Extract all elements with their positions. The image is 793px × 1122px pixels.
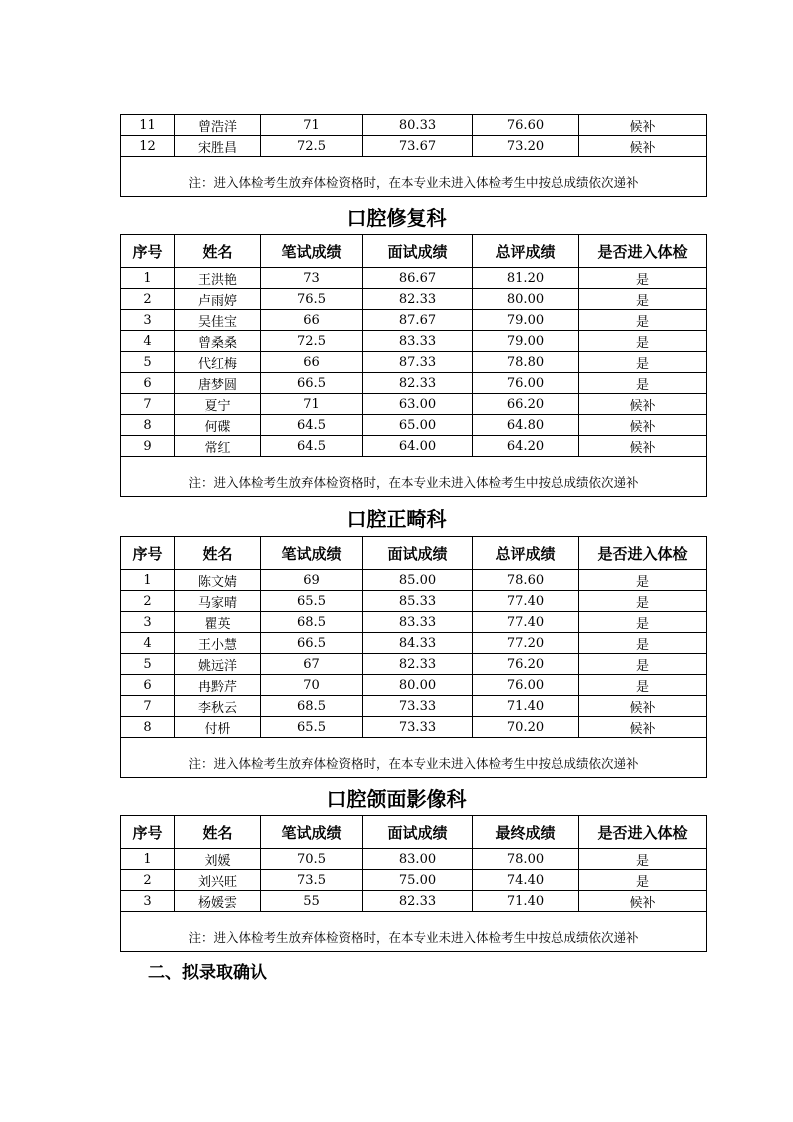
cell-total: 74.40	[473, 870, 579, 891]
cell-status: 是	[579, 870, 707, 891]
cell-interview: 82.33	[363, 891, 473, 912]
cell-total: 80.00	[473, 289, 579, 310]
cell-written: 70	[261, 675, 363, 696]
cell-written: 71	[261, 394, 363, 415]
cell-interview: 85.33	[363, 591, 473, 612]
table-body	[121, 570, 707, 738]
cell-name: 刘媛	[175, 849, 261, 870]
cell-status: 是	[579, 373, 707, 394]
header-status: 是否进入体检	[579, 537, 707, 570]
table-row	[121, 591, 707, 612]
header-index: 序号	[121, 235, 175, 268]
cell-index: 3	[121, 891, 175, 912]
cell-interview: 75.00	[363, 870, 473, 891]
table-note: 注：进入体检考生放弃体检资格时，在本专业未进入体检考生中按总成绩依次递补	[121, 157, 707, 197]
cell-status: 是	[579, 352, 707, 373]
score-table-orthodontics	[120, 536, 707, 778]
cell-total: 76.00	[473, 373, 579, 394]
cell-index: 6	[121, 675, 175, 696]
header-status: 是否进入体检	[579, 235, 707, 268]
cell-written: 64.5	[261, 415, 363, 436]
cell-index: 2	[121, 289, 175, 310]
cell-name: 瞿英	[175, 612, 261, 633]
cell-index: 8	[121, 717, 175, 738]
header-written: 笔试成绩	[261, 816, 363, 849]
cell-interview: 65.00	[363, 415, 473, 436]
cell-status: 是	[579, 268, 707, 289]
cell-name: 曾桑桑	[175, 331, 261, 352]
cell-written: 66.5	[261, 633, 363, 654]
cell-index: 6	[121, 373, 175, 394]
cell-name: 陈文婧	[175, 570, 261, 591]
header-status: 是否进入体检	[579, 816, 707, 849]
cell-written: 55	[261, 891, 363, 912]
table-row	[121, 352, 707, 373]
cell-index: 1	[121, 268, 175, 289]
cell-name: 李秋云	[175, 696, 261, 717]
table-row	[121, 394, 707, 415]
cell-index: 4	[121, 633, 175, 654]
table-row	[121, 331, 707, 352]
cell-interview: 82.33	[363, 289, 473, 310]
cell-index: 4	[121, 331, 175, 352]
cell-status: 是	[579, 675, 707, 696]
cell-written: 68.5	[261, 696, 363, 717]
cell-status: 候补	[579, 136, 707, 157]
cell-status: 候补	[579, 394, 707, 415]
cell-name: 夏宁	[175, 394, 261, 415]
header-interview: 面试成绩	[363, 816, 473, 849]
cell-total: 64.20	[473, 436, 579, 457]
note-row	[121, 738, 707, 778]
cell-name: 何碟	[175, 415, 261, 436]
cell-status: 是	[579, 612, 707, 633]
section-heading-admission-confirmation: 二、拟录取确认	[148, 963, 267, 983]
cell-interview: 85.00	[363, 570, 473, 591]
cell-index: 5	[121, 654, 175, 675]
table-note: 注：进入体检考生放弃体检资格时，在本专业未进入体检考生中按总成绩依次递补	[121, 457, 707, 497]
header-row	[121, 816, 707, 849]
cell-interview: 83.33	[363, 331, 473, 352]
header-name: 姓名	[175, 816, 261, 849]
table-row	[121, 696, 707, 717]
header-row	[121, 235, 707, 268]
cell-total: 78.00	[473, 849, 579, 870]
cell-interview: 83.00	[363, 849, 473, 870]
cell-written: 73	[261, 268, 363, 289]
table-row	[121, 570, 707, 591]
cell-written: 69	[261, 570, 363, 591]
cell-total: 71.40	[473, 696, 579, 717]
cell-index: 1	[121, 849, 175, 870]
header-index: 序号	[121, 537, 175, 570]
cell-status: 是	[579, 289, 707, 310]
cell-written: 66	[261, 310, 363, 331]
cell-interview: 86.67	[363, 268, 473, 289]
cell-status: 是	[579, 633, 707, 654]
cell-total: 73.20	[473, 136, 579, 157]
table-row	[121, 633, 707, 654]
cell-index: 9	[121, 436, 175, 457]
cell-written: 72.5	[261, 331, 363, 352]
cell-written: 66.5	[261, 373, 363, 394]
table-note: 注：进入体检考生放弃体检资格时，在本专业未进入体检考生中按总成绩依次递补	[121, 912, 707, 952]
table-row	[121, 373, 707, 394]
cell-interview: 82.33	[363, 654, 473, 675]
cell-index: 8	[121, 415, 175, 436]
cell-status: 候补	[579, 717, 707, 738]
cell-total: 79.00	[473, 331, 579, 352]
cell-interview: 73.33	[363, 696, 473, 717]
cell-name: 代红梅	[175, 352, 261, 373]
cell-status: 候补	[579, 696, 707, 717]
cell-written: 76.5	[261, 289, 363, 310]
cell-status: 候补	[579, 115, 707, 136]
cell-index: 12	[121, 136, 175, 157]
header-final: 最终成绩	[473, 816, 579, 849]
cell-total: 64.80	[473, 415, 579, 436]
cell-name: 唐梦圆	[175, 373, 261, 394]
table-body	[121, 849, 707, 912]
cell-interview: 63.00	[363, 394, 473, 415]
cell-name: 曾浩洋	[175, 115, 261, 136]
table-body	[121, 268, 707, 457]
cell-index: 2	[121, 591, 175, 612]
header-written: 笔试成绩	[261, 235, 363, 268]
cell-index: 7	[121, 394, 175, 415]
table-row	[121, 891, 707, 912]
cell-interview: 87.67	[363, 310, 473, 331]
header-row	[121, 537, 707, 570]
cell-total: 79.00	[473, 310, 579, 331]
cell-total: 76.00	[473, 675, 579, 696]
table-row	[121, 268, 707, 289]
table-row	[121, 675, 707, 696]
cell-total: 77.40	[473, 612, 579, 633]
header-name: 姓名	[175, 235, 261, 268]
cell-index: 3	[121, 310, 175, 331]
cell-status: 候补	[579, 436, 707, 457]
cell-total: 78.80	[473, 352, 579, 373]
table-row	[121, 136, 707, 157]
cell-total: 76.60	[473, 115, 579, 136]
cell-index: 3	[121, 612, 175, 633]
cell-written: 71	[261, 115, 363, 136]
cell-name: 宋胜昌	[175, 136, 261, 157]
cell-name: 冉黔芹	[175, 675, 261, 696]
cell-written: 67	[261, 654, 363, 675]
cell-written: 73.5	[261, 870, 363, 891]
note-row	[121, 912, 707, 952]
cell-interview: 82.33	[363, 373, 473, 394]
cell-status: 是	[579, 570, 707, 591]
cell-status: 候补	[579, 891, 707, 912]
header-written: 笔试成绩	[261, 537, 363, 570]
cell-name: 卢雨婷	[175, 289, 261, 310]
cell-total: 66.20	[473, 394, 579, 415]
cell-total: 76.20	[473, 654, 579, 675]
cell-written: 65.5	[261, 717, 363, 738]
cell-total: 77.40	[473, 591, 579, 612]
table-row	[121, 849, 707, 870]
note-row	[121, 157, 707, 197]
cell-status: 是	[579, 849, 707, 870]
cell-name: 马家晴	[175, 591, 261, 612]
header-total: 总评成绩	[473, 537, 579, 570]
table-row	[121, 115, 707, 136]
cell-interview: 87.33	[363, 352, 473, 373]
header-index: 序号	[121, 816, 175, 849]
section-title: 口腔颌面影像科	[326, 787, 467, 811]
cell-name: 王小慧	[175, 633, 261, 654]
cell-written: 68.5	[261, 612, 363, 633]
cell-name: 常红	[175, 436, 261, 457]
cell-total: 77.20	[473, 633, 579, 654]
table-row	[121, 436, 707, 457]
cell-interview: 73.33	[363, 717, 473, 738]
continuation-table	[120, 114, 707, 197]
cell-interview: 73.67	[363, 136, 473, 157]
score-table-imaging	[120, 815, 707, 952]
cell-name: 杨媛雲	[175, 891, 261, 912]
cell-interview: 80.00	[363, 675, 473, 696]
cell-written: 66	[261, 352, 363, 373]
cell-index: 7	[121, 696, 175, 717]
cell-total: 70.20	[473, 717, 579, 738]
cell-total: 78.60	[473, 570, 579, 591]
cell-status: 候补	[579, 415, 707, 436]
cell-written: 64.5	[261, 436, 363, 457]
score-table-prosthodontics	[120, 234, 707, 497]
cell-index: 1	[121, 570, 175, 591]
cell-name: 吴佳宝	[175, 310, 261, 331]
table-row	[121, 415, 707, 436]
cell-status: 是	[579, 331, 707, 352]
header-interview: 面试成绩	[363, 235, 473, 268]
header-name: 姓名	[175, 537, 261, 570]
cell-written: 65.5	[261, 591, 363, 612]
cell-name: 姚远洋	[175, 654, 261, 675]
note-row	[121, 457, 707, 497]
cell-index: 2	[121, 870, 175, 891]
table-row	[121, 654, 707, 675]
cell-status: 是	[579, 654, 707, 675]
section-title: 口腔正畸科	[346, 507, 447, 531]
cell-status: 是	[579, 310, 707, 331]
cell-index: 5	[121, 352, 175, 373]
section-title: 口腔修复科	[346, 206, 447, 230]
table-row	[121, 310, 707, 331]
header-total: 总评成绩	[473, 235, 579, 268]
cell-name: 王洪艳	[175, 268, 261, 289]
cell-written: 72.5	[261, 136, 363, 157]
table-row	[121, 870, 707, 891]
cell-interview: 64.00	[363, 436, 473, 457]
header-interview: 面试成绩	[363, 537, 473, 570]
cell-total: 71.40	[473, 891, 579, 912]
cell-interview: 80.33	[363, 115, 473, 136]
table-row	[121, 612, 707, 633]
cell-index: 11	[121, 115, 175, 136]
cell-total: 81.20	[473, 268, 579, 289]
table-note: 注：进入体检考生放弃体检资格时，在本专业未进入体检考生中按总成绩依次递补	[121, 738, 707, 778]
table-row	[121, 717, 707, 738]
cell-interview: 83.33	[363, 612, 473, 633]
table-row	[121, 289, 707, 310]
cell-interview: 84.33	[363, 633, 473, 654]
cell-written: 70.5	[261, 849, 363, 870]
cell-name: 付枡	[175, 717, 261, 738]
cell-name: 刘兴旺	[175, 870, 261, 891]
cell-status: 是	[579, 591, 707, 612]
